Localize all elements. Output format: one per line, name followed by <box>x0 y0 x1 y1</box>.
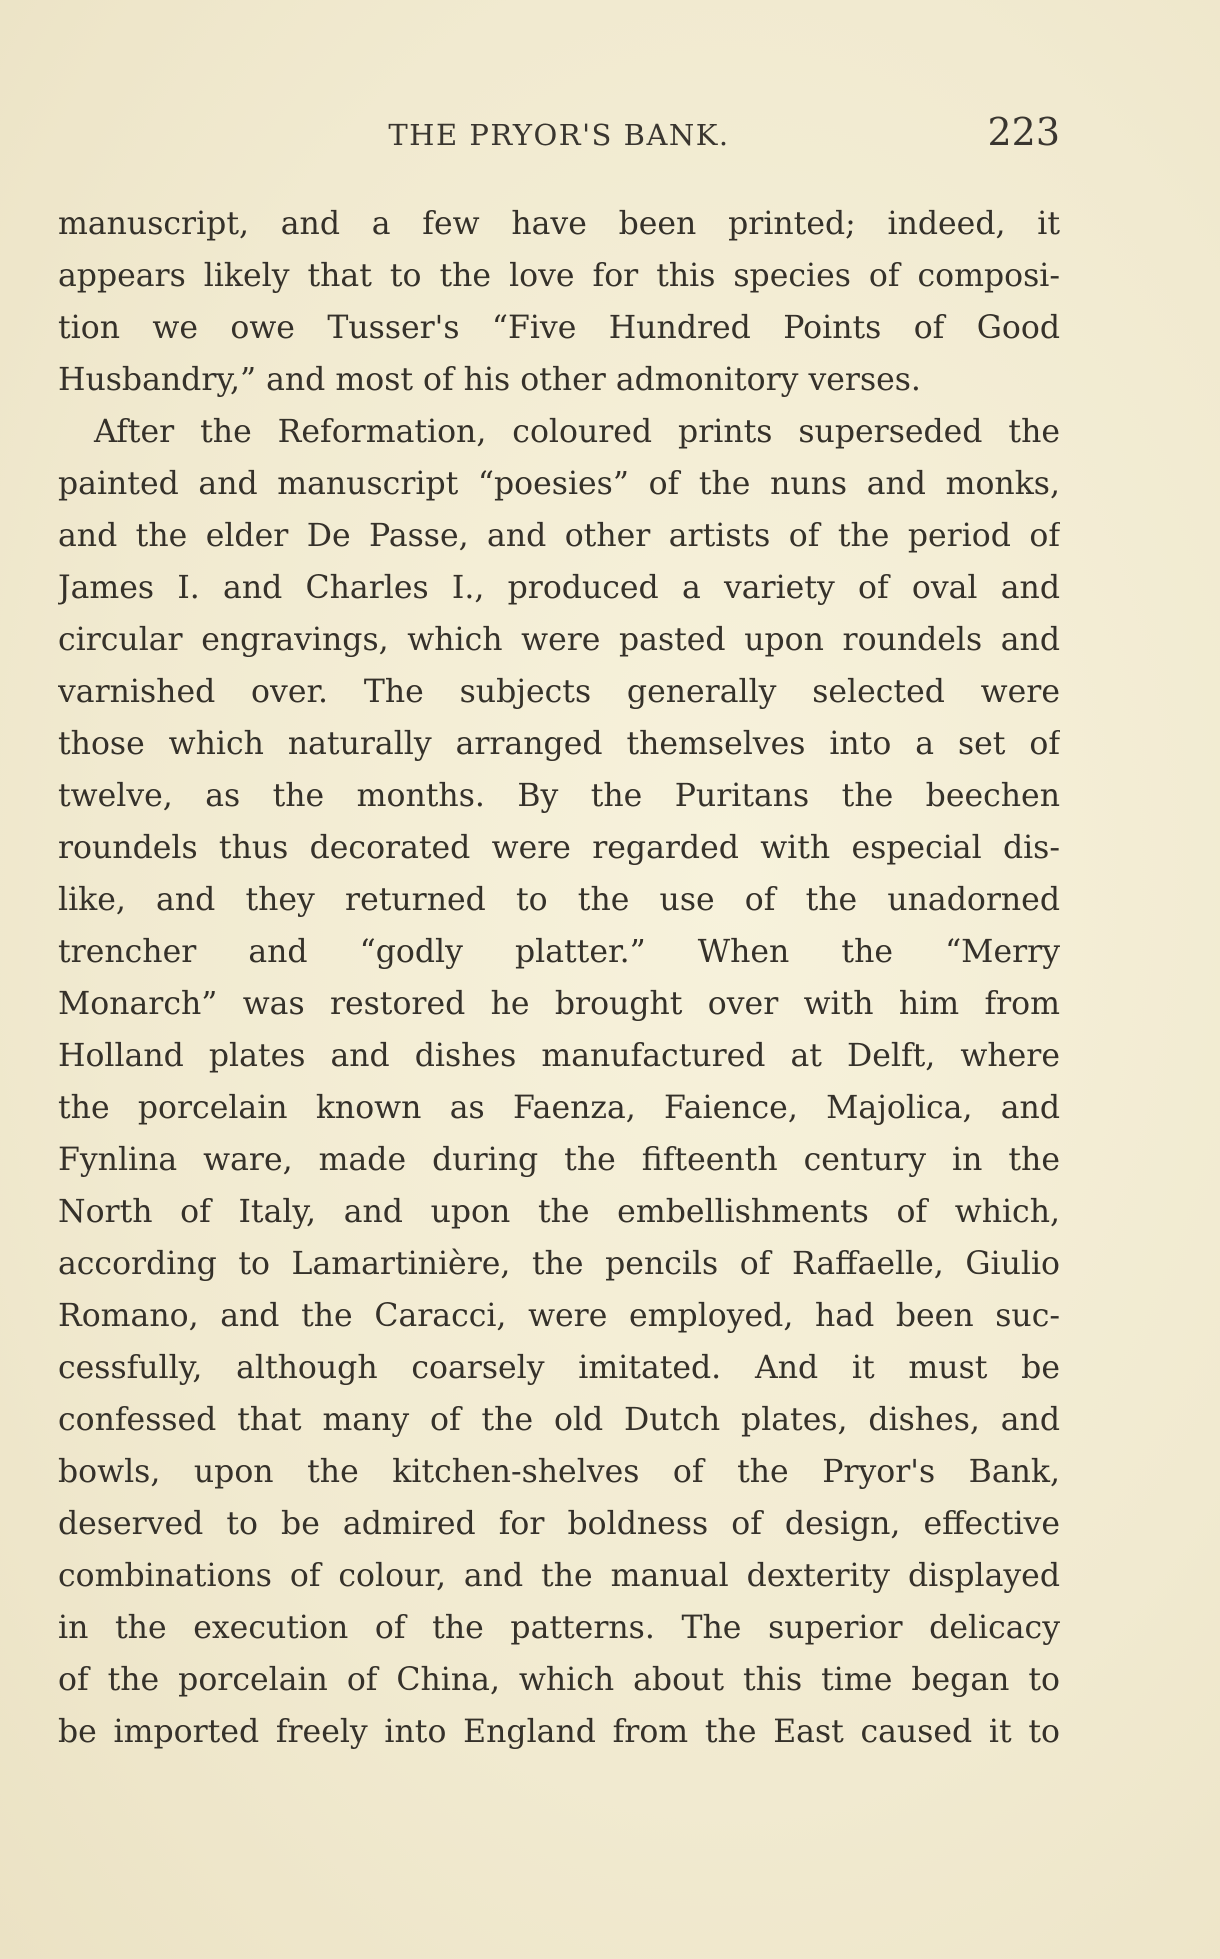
text-line: combinations of colour, and the manual dexterity displayed <box>58 1558 1060 1594</box>
text-line: Monarch” was restored he brought over with him from <box>58 986 1060 1022</box>
text-line: North of Italy, and upon the embellishments of which, <box>58 1194 1060 1230</box>
text-line: like, and they returned to the use of the unadorned <box>58 882 1060 918</box>
text-line: roundels thus decorated were regarded with especial dis- <box>58 830 1060 866</box>
text-line: After the Reformation, coloured prints superseded the <box>94 414 1060 450</box>
text-line: trencher and “godly platter.” When the “Merry <box>58 934 1060 970</box>
text-line: those which naturally arranged themselves into a set of <box>58 726 1060 762</box>
text-line: in the execution of the patterns. The superior delicacy <box>58 1610 1060 1646</box>
text-line: deserved to be admired for boldness of design, effective <box>58 1506 1060 1542</box>
text-line: the porcelain known as Faenza, Faience, Majolica, and <box>58 1090 1060 1126</box>
text-line: Husbandry,” and most of his other admonitory verses. <box>58 362 921 398</box>
page-number: 223 <box>987 110 1060 154</box>
text-line: Holland plates and dishes manufactured at Delft, where <box>58 1038 1060 1074</box>
text-line: be imported freely into England from the East caused it to <box>58 1714 1060 1750</box>
text-line: and the elder De Passe, and other artists of the period of <box>58 518 1060 554</box>
text-line: of the porcelain of China, which about this time began to <box>58 1662 1060 1698</box>
text-line: James I. and Charles I., produced a variety of oval and <box>58 570 1060 606</box>
text-line: confessed that many of the old Dutch plates, dishes, and <box>58 1402 1060 1438</box>
text-line: varnished over. The subjects generally selected were <box>58 674 1060 710</box>
body-text <box>58 198 1060 1758</box>
text-line: manuscript, and a few have been printed; indeed, it <box>58 206 1060 242</box>
text-line: painted and manuscript “poesies” of the nuns and monks, <box>58 466 1060 502</box>
text-line: according to Lamartinière, the pencils of Raffaelle, Giulio <box>58 1246 1060 1282</box>
running-title: THE PRYOR'S BANK. <box>388 118 730 152</box>
text-line: twelve, as the months. By the Puritans the beechen <box>58 778 1060 814</box>
book-page <box>58 108 1060 1758</box>
running-head <box>58 108 1060 164</box>
text-line: cessfully, although coarsely imitated. And it must be <box>58 1350 1060 1386</box>
text-line: circular engravings, which were pasted upon roundels and <box>58 622 1060 658</box>
text-line: Romano, and the Caracci, were employed, had been suc- <box>58 1298 1060 1334</box>
text-line: appears likely that to the love for this species of composi- <box>58 258 1060 294</box>
text-line: bowls, upon the kitchen-shelves of the Pryor's Bank, <box>58 1454 1060 1490</box>
text-line: tion we owe Tusser's “Five Hundred Points of Good <box>58 310 1060 346</box>
text-line: Fynlina ware, made during the fifteenth century in the <box>58 1142 1060 1178</box>
